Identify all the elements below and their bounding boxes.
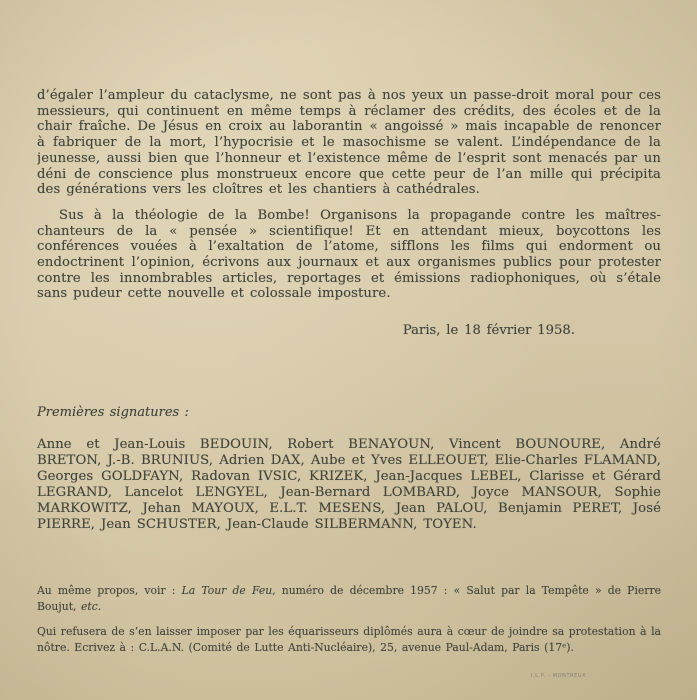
footnote-protest-address: Qui refusera de s’en laisser imposer par les équarisseurs diplômés aura à cœur de joindre sa protestation à la nôtre. Ecrivez à : C.L.A.N. (Comité de Lutte Anti-Nucléaire), 25, avenue Paul-Adam, Paris (17ᵉ). xyxy=(37,625,661,654)
page-text-block xyxy=(37,0,661,656)
footnote-reference-text: Au même propos, voir : xyxy=(37,584,182,598)
journal-title: La Tour de Feu xyxy=(181,584,273,598)
footnote-reference xyxy=(37,583,661,615)
dateline: Paris, le 18 février 1958. xyxy=(402,323,575,339)
signatures-heading: Premières signatures : xyxy=(37,404,189,420)
body-paragraph-1: d’égaler l’ampleur du cataclysme, ne sont pas à nos yeux un passe-droit moral pour ces messieurs, qui continuent en même temps à réclamer des crédits, des écoles et de la chair fraîche. De Jésus en croix au laborantin « angoissé » mais incapable de renoncer à fabriquer de la mort, l’hypocrisie et le masochisme se valent. L’indépendance de la jeunesse, aussi bien que l’honneur et l’existence même de l’esprit sont menacés par un déni de conscience plus monstrueux encore que cette peur de l’an mille qui précipita des générations vers les cloîtres et les chantiers à cathédrales. xyxy=(37,88,661,198)
etcetera-text: etc. xyxy=(81,600,102,614)
signatures-list: Anne et Jean-Louis BEDOUIN, Robert BENAYOUN, Vincent BOUNOURE, André BRETON, J.-B. BRUNIUS, Adrien DAX, Aube et Yves ELLEOUET, Elie-Charles FLAMAND, Georges GOLDFAYN, Radovan IVSIC, KRIZEK, Jean-Jacques LEBEL, Clarisse et Gérard LEGRAND, Lancelot LENGYEL, Jean-Bernard LOMBARD, Joyce MANSOUR, Sophie MARKOWITZ, Jehan MAYOUX, E.L.T. MESENS, Jean PALOU, Benjamin PERET, José PIERRE, Jean SCHUSTER, Jean-Claude SILBERMANN, TOYEN. xyxy=(37,436,661,533)
footnote-reference-text-2: , numéro de décembre 1957 : « Salut par la Tempête » de Pierre Boujut, xyxy=(37,584,661,614)
body-paragraph-2: Sus à la théologie de la Bombe! Organisons la propagande contre les maîtres-chanteurs de la « pensée » scientifique! Et en attendant mieux, boycottons les conférences vouées à l’exaltation de l’atome, sifflons les films qui endorment ou endoctrinent l’opinion, écrivons aux journaux et aux organismes publics pour protester contre les innombrables articles, reportages et émissions radiophoniques, où s’étale sans pudeur cette nouvelle et colossale imposture. xyxy=(37,207,661,302)
printer-imprint: I.L.P. - MONTREUX xyxy=(531,672,587,679)
